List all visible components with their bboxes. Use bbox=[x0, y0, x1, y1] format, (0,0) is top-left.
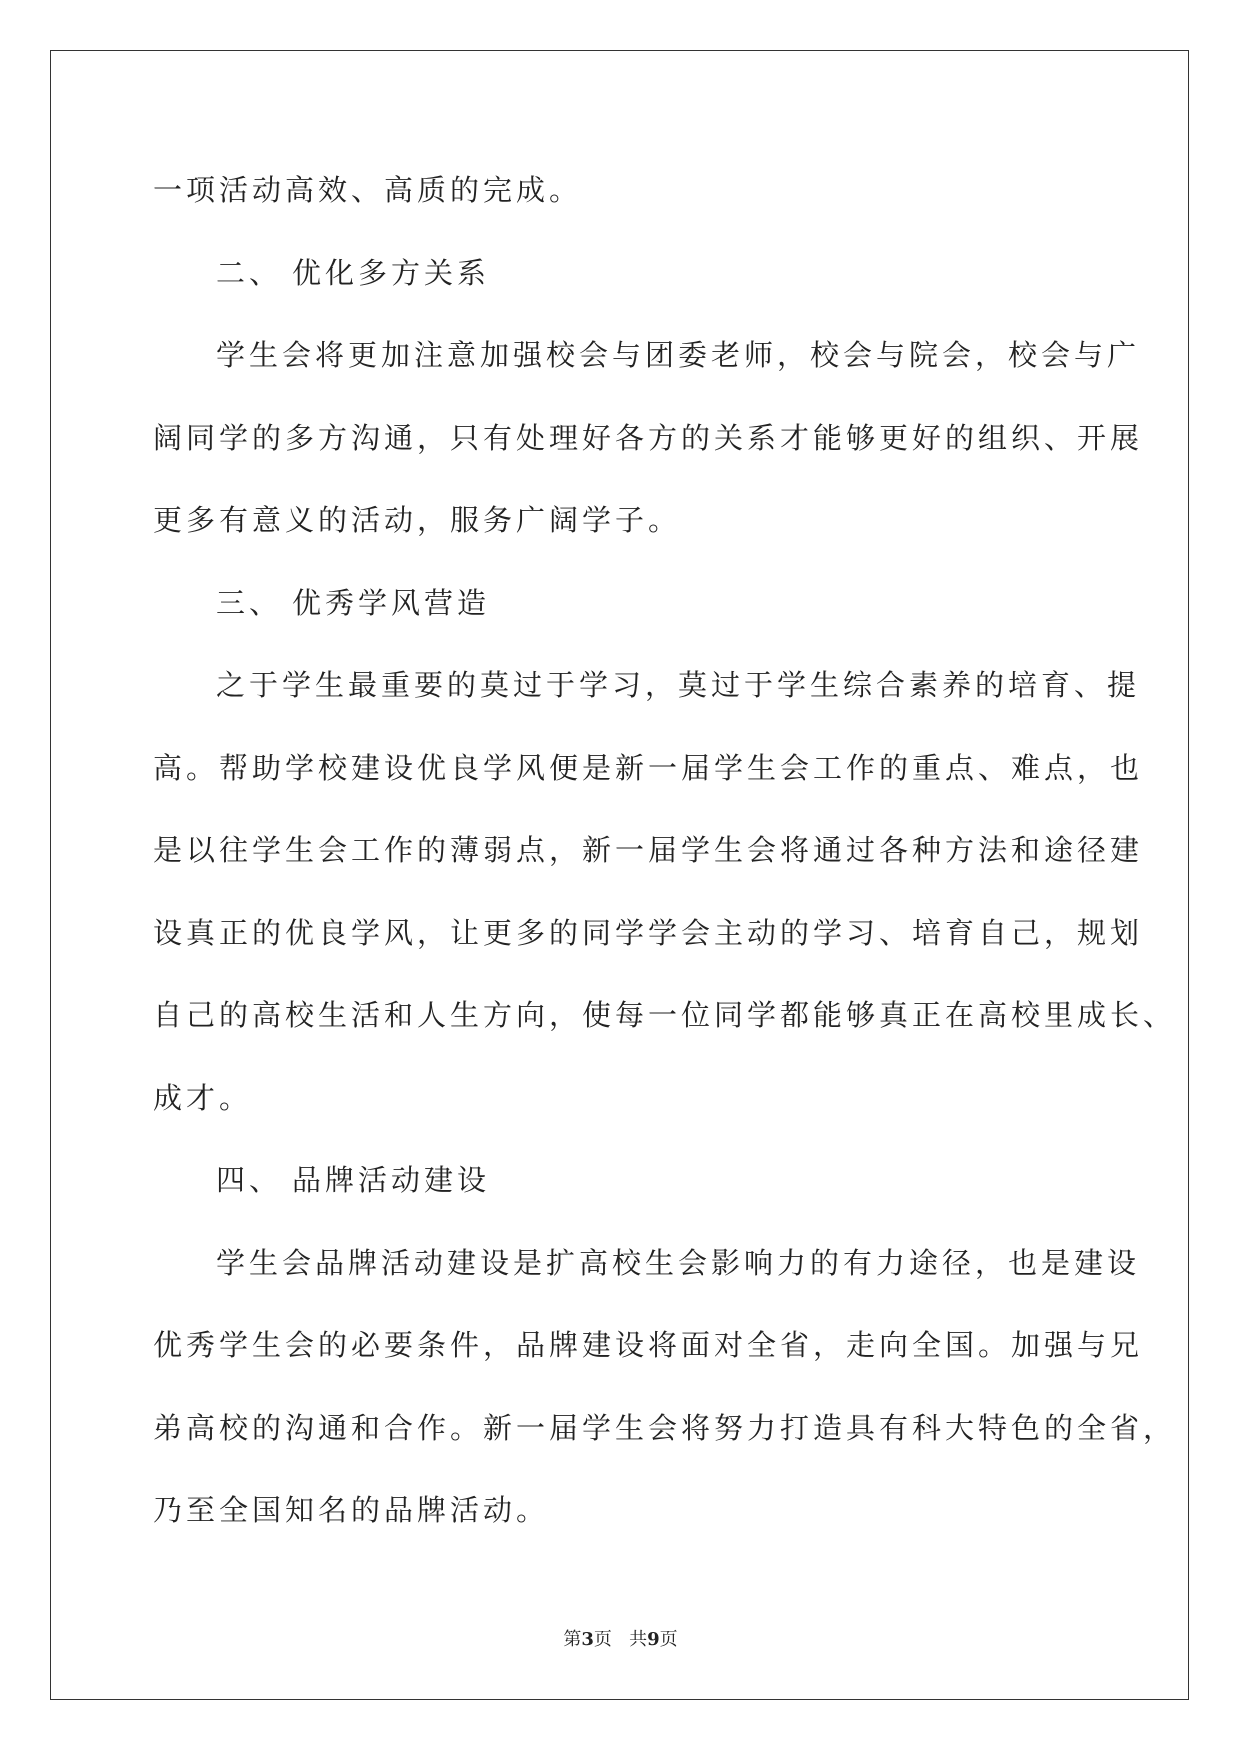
body-line bbox=[153, 408, 1144, 491]
section-number: 四、 bbox=[216, 1163, 283, 1197]
line-text: 高。帮助学校建设优良学风便是新一届学生会工作的重点、难点，也 bbox=[153, 750, 1144, 785]
line-text: 优秀学生会的必要条件，品牌建设将面对全省，走向全国。加强与兄 bbox=[153, 1328, 1144, 1362]
body-line bbox=[153, 1480, 1113, 1563]
section-title: 优化多方关系 bbox=[292, 255, 491, 290]
section-heading bbox=[153, 573, 1113, 656]
page-footer bbox=[0, 1625, 1241, 1651]
body-line bbox=[153, 1233, 1141, 1316]
line-text: 乃至全国知名的品牌活动。 bbox=[153, 1493, 550, 1527]
body-line bbox=[153, 903, 1144, 986]
body-line bbox=[153, 1068, 1113, 1151]
section-heading bbox=[153, 1150, 1113, 1233]
line-text: 成才。 bbox=[153, 1080, 253, 1115]
section-title: 品牌活动建设 bbox=[292, 1163, 491, 1197]
footer-total-suffix: 页 bbox=[659, 1629, 678, 1650]
body-line bbox=[153, 490, 1113, 573]
line-text: 弟高校的沟通和合作。新一届学生会将努力打造具有科大特色的全省， bbox=[153, 1410, 1177, 1445]
section-heading bbox=[153, 243, 1113, 326]
line-text: 之于学生最重要的莫过于学习，莫过于学生综合素养的培育、提 bbox=[216, 668, 1141, 702]
body-line bbox=[153, 738, 1144, 821]
body-line bbox=[153, 655, 1141, 738]
body-line bbox=[153, 325, 1141, 408]
body-line bbox=[153, 1315, 1144, 1398]
line-text: 更多有意义的活动，服务广阔学子。 bbox=[153, 503, 682, 537]
footer-page-suffix: 页 bbox=[593, 1629, 612, 1650]
body-line bbox=[153, 820, 1144, 903]
footer-page-number: 3 bbox=[581, 1629, 594, 1650]
line-text: 学生会品牌活动建设是扩高校生会影响力的有力途径，也是建设 bbox=[216, 1245, 1141, 1280]
section-title: 优秀学风营造 bbox=[292, 585, 491, 620]
line-text: 阔同学的多方沟通，只有处理好各方的关系才能够更好的组织、开展 bbox=[153, 420, 1144, 455]
line-text: 设真正的优良学风，让更多的同学学会主动的学习、培育自己，规划 bbox=[153, 915, 1144, 950]
line-text: 一项活动高效、高质的完成。 bbox=[153, 173, 583, 207]
footer-total-prefix: 共 bbox=[629, 1629, 648, 1650]
line-text: 自己的高校生活和人生方向，使每一位同学都能够真正在高校里成长、 bbox=[153, 998, 1177, 1032]
body-line bbox=[153, 1398, 1177, 1481]
body-line bbox=[153, 985, 1177, 1068]
section-number: 二、 bbox=[216, 255, 283, 290]
line-text: 是以往学生会工作的薄弱点，新一届学生会将通过各种方法和途径建 bbox=[153, 833, 1144, 867]
document-body bbox=[153, 160, 1177, 1563]
section-number: 三、 bbox=[216, 585, 283, 620]
line-text: 学生会将更加注意加强校会与团委老师，校会与院会，校会与广 bbox=[216, 338, 1141, 372]
body-line bbox=[153, 160, 1113, 243]
footer-prefix: 第 bbox=[563, 1629, 582, 1650]
footer-total-pages: 9 bbox=[647, 1629, 660, 1650]
